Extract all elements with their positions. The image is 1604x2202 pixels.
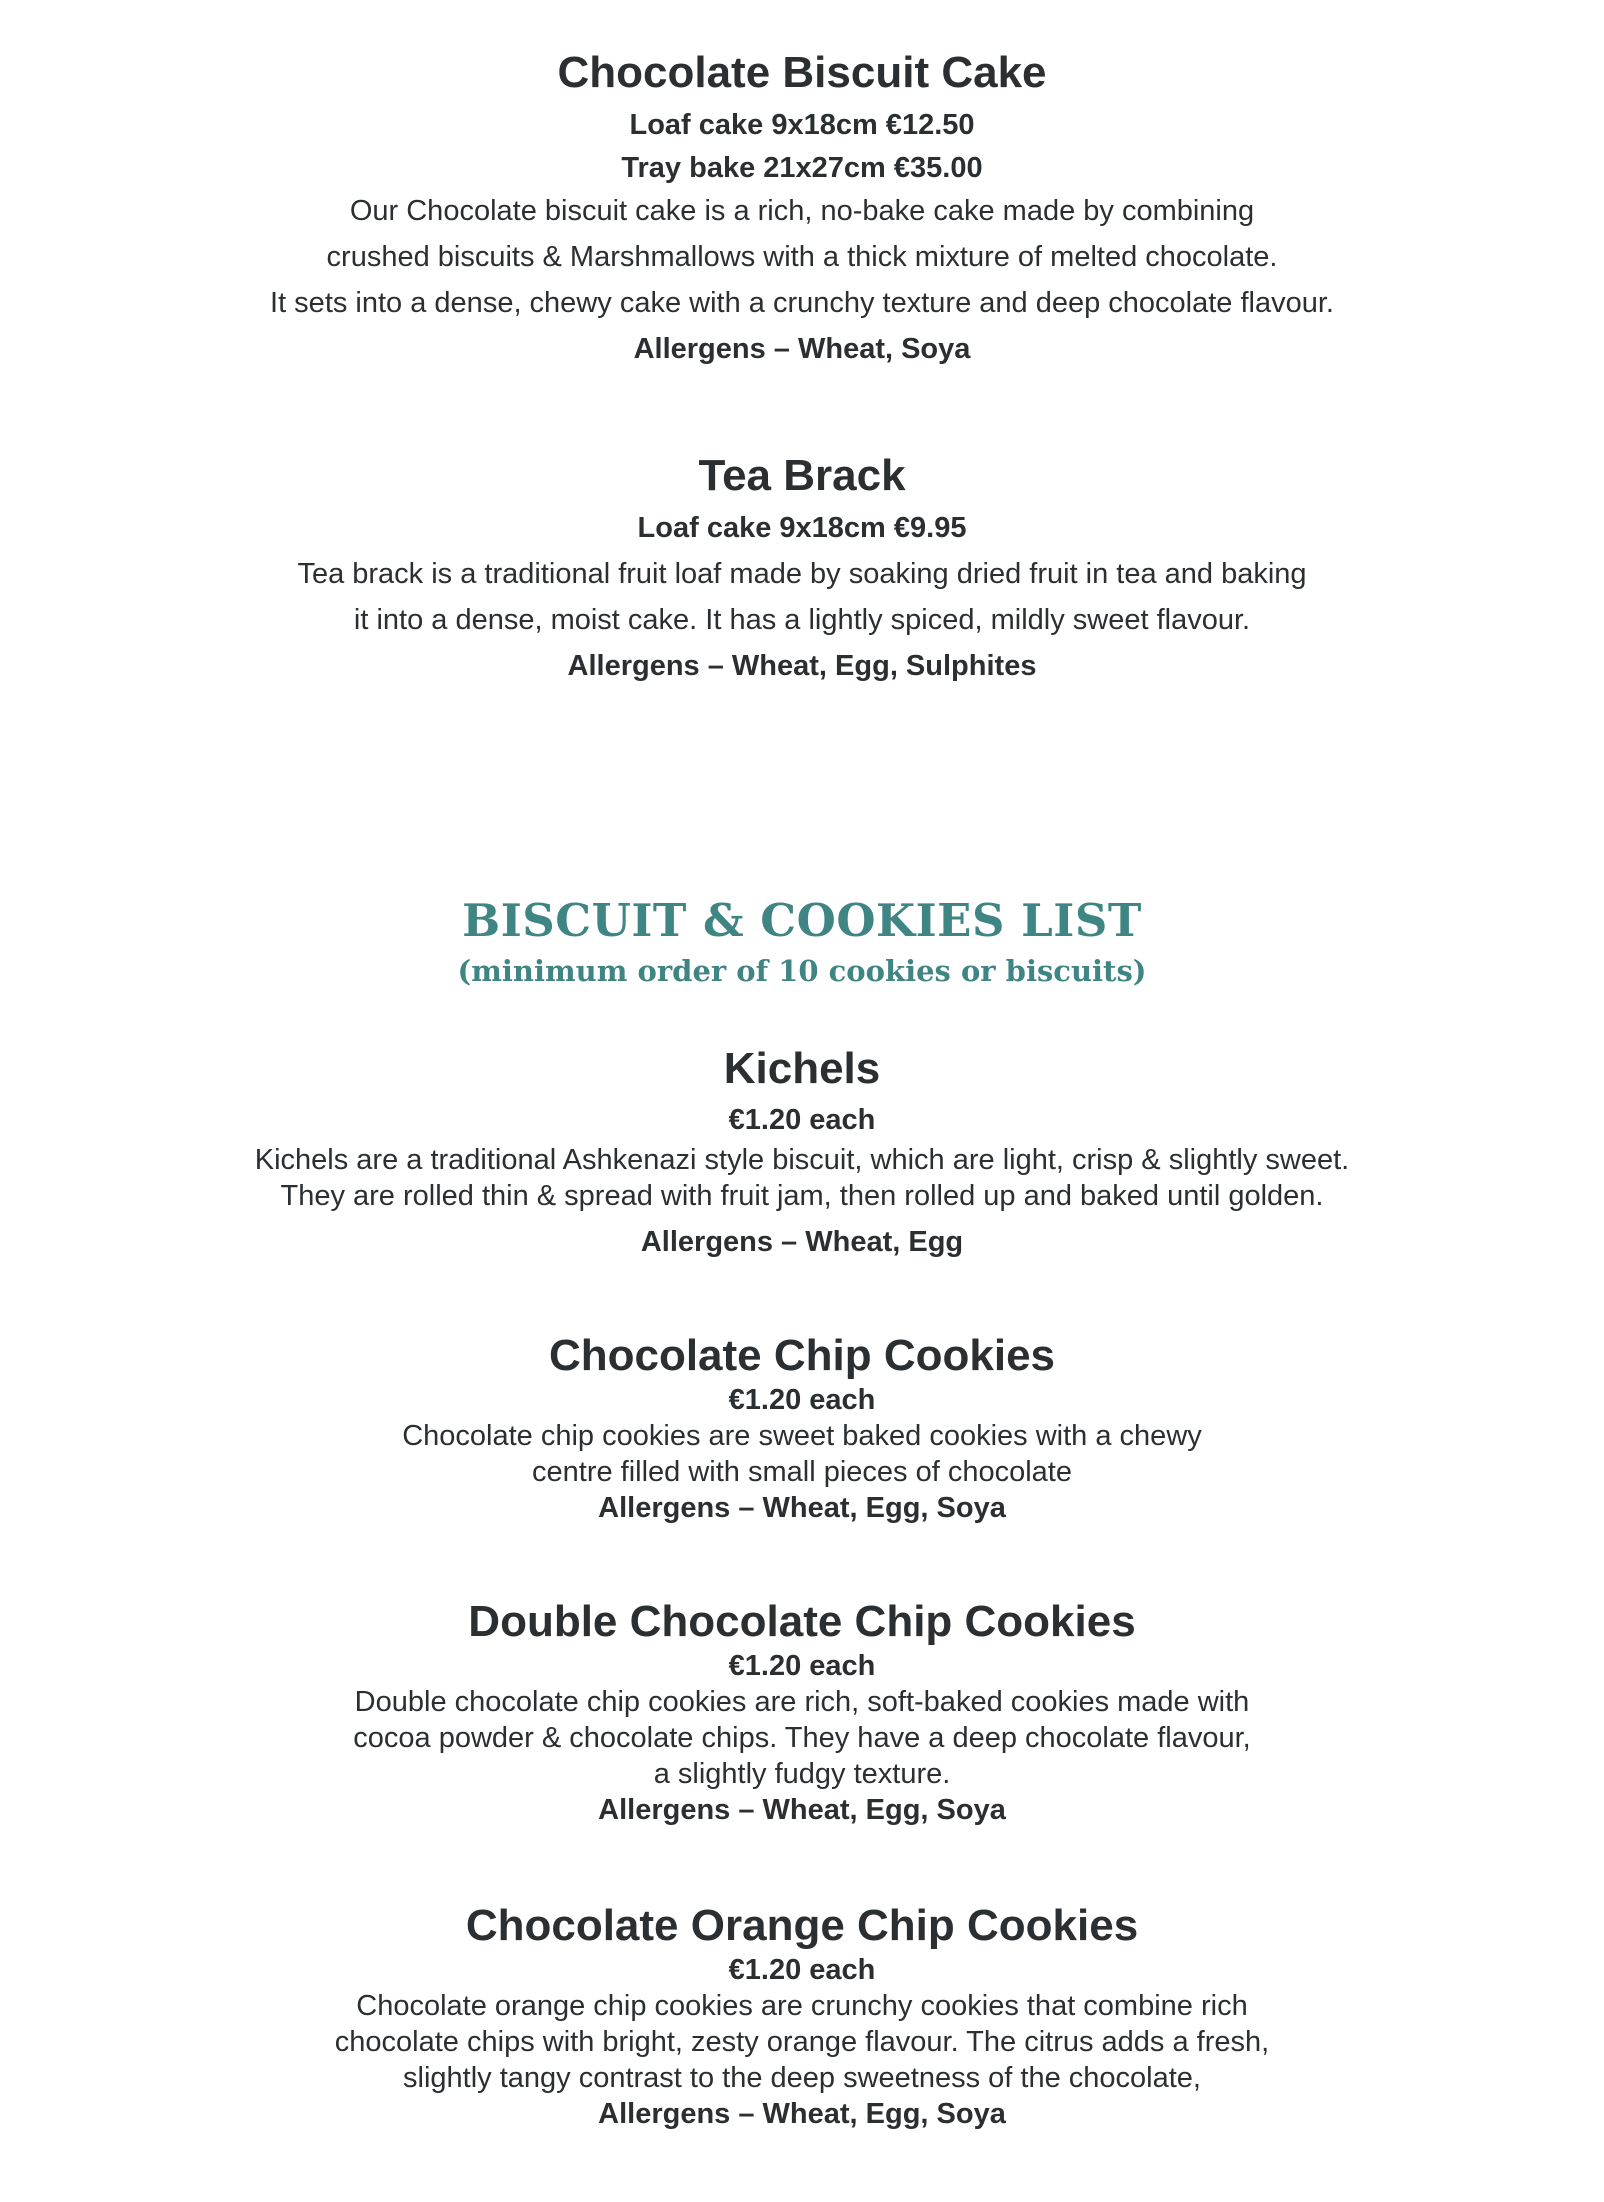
item-price: €1.20 each: [728, 1104, 876, 1136]
item-price: €1.20 each: [728, 1384, 876, 1416]
item-description-line: Our Chocolate biscuit cake is a rich, no-bake cake made by combining: [349, 195, 1255, 227]
item-allergens: Allergens – Wheat, Egg, Sulphites: [567, 650, 1037, 682]
item-allergens: Allergens – Wheat, Egg, Soya: [598, 2098, 1006, 2130]
menu-item-chocolate-chip-cookies: [0, 1330, 1604, 1526]
item-price: Tray bake 21x27cm €35.00: [621, 152, 983, 184]
item-description-line: it into a dense, moist cake. It has a lightly spiced, mildly sweet flavour.: [353, 604, 1251, 636]
item-allergens: Allergens – Wheat, Egg, Soya: [598, 1492, 1006, 1524]
item-description-line: slightly tangy contrast to the deep sweetness of the chocolate,: [403, 2062, 1201, 2094]
item-title: Chocolate Biscuit Cake: [557, 48, 1047, 97]
menu-item-chocolate-biscuit-cake: [0, 44, 1604, 372]
item-allergens: Allergens – Wheat, Soya: [633, 333, 971, 365]
item-description-line: crushed biscuits & Marshmallows with a thick mixture of melted chocolate.: [326, 241, 1278, 273]
item-description-line: Chocolate orange chip cookies are crunchy cookies that combine rich: [356, 1990, 1248, 2022]
menu-item-double-chocolate-chip-cookies: [0, 1596, 1604, 1828]
item-description-line: Double chocolate chip cookies are rich, soft-baked cookies made with: [354, 1686, 1250, 1718]
item-title: Chocolate Orange Chip Cookies: [465, 1901, 1139, 1950]
item-price: €1.20 each: [728, 1954, 876, 1986]
menu-item-chocolate-orange-chip-cookies: [0, 1900, 1604, 2132]
item-description-line: centre filled with small pieces of chocolate: [532, 1456, 1072, 1488]
item-description-line: Tea brack is a traditional fruit loaf made by soaking dried fruit in tea and baking: [297, 558, 1307, 590]
menu-item-kichels: [0, 1040, 1604, 1270]
item-description-line: They are rolled thin & spread with fruit jam, then rolled up and baked until golden.: [280, 1180, 1324, 1212]
item-price: Loaf cake 9x18cm €12.50: [629, 109, 975, 141]
item-description-line: chocolate chips with bright, zesty orange flavour. The citrus adds a fresh,: [334, 2026, 1270, 2058]
item-description-line: Kichels are a traditional Ashkenazi style biscuit, which are light, crisp & slightly sweet.: [254, 1144, 1350, 1176]
section-title: BISCUIT & COOKIES LIST: [462, 894, 1142, 947]
item-description-line: Chocolate chip cookies are sweet baked cookies with a chewy: [402, 1420, 1202, 1452]
item-price: €1.20 each: [728, 1650, 876, 1682]
item-description-line: cocoa powder & chocolate chips. They have a deep chocolate flavour,: [353, 1722, 1251, 1754]
item-allergens: Allergens – Wheat, Egg, Soya: [598, 1794, 1006, 1826]
item-allergens: Allergens – Wheat, Egg: [640, 1226, 964, 1258]
item-description-line: a slightly fudgy texture.: [653, 1758, 951, 1790]
item-title: Chocolate Chip Cookies: [548, 1331, 1056, 1380]
section-heading-biscuits-cookies: [0, 892, 1604, 992]
item-description-line: It sets into a dense, chewy cake with a crunchy texture and deep chocolate flavour.: [270, 287, 1334, 319]
item-title: Kichels: [723, 1044, 881, 1093]
menu-item-tea-brack: [0, 447, 1604, 689]
item-title: Tea Brack: [698, 451, 906, 500]
item-title: Double Chocolate Chip Cookies: [468, 1597, 1136, 1646]
section-subtitle: (minimum order of 10 cookies or biscuits): [457, 954, 1147, 988]
item-price: Loaf cake 9x18cm €9.95: [637, 512, 967, 544]
